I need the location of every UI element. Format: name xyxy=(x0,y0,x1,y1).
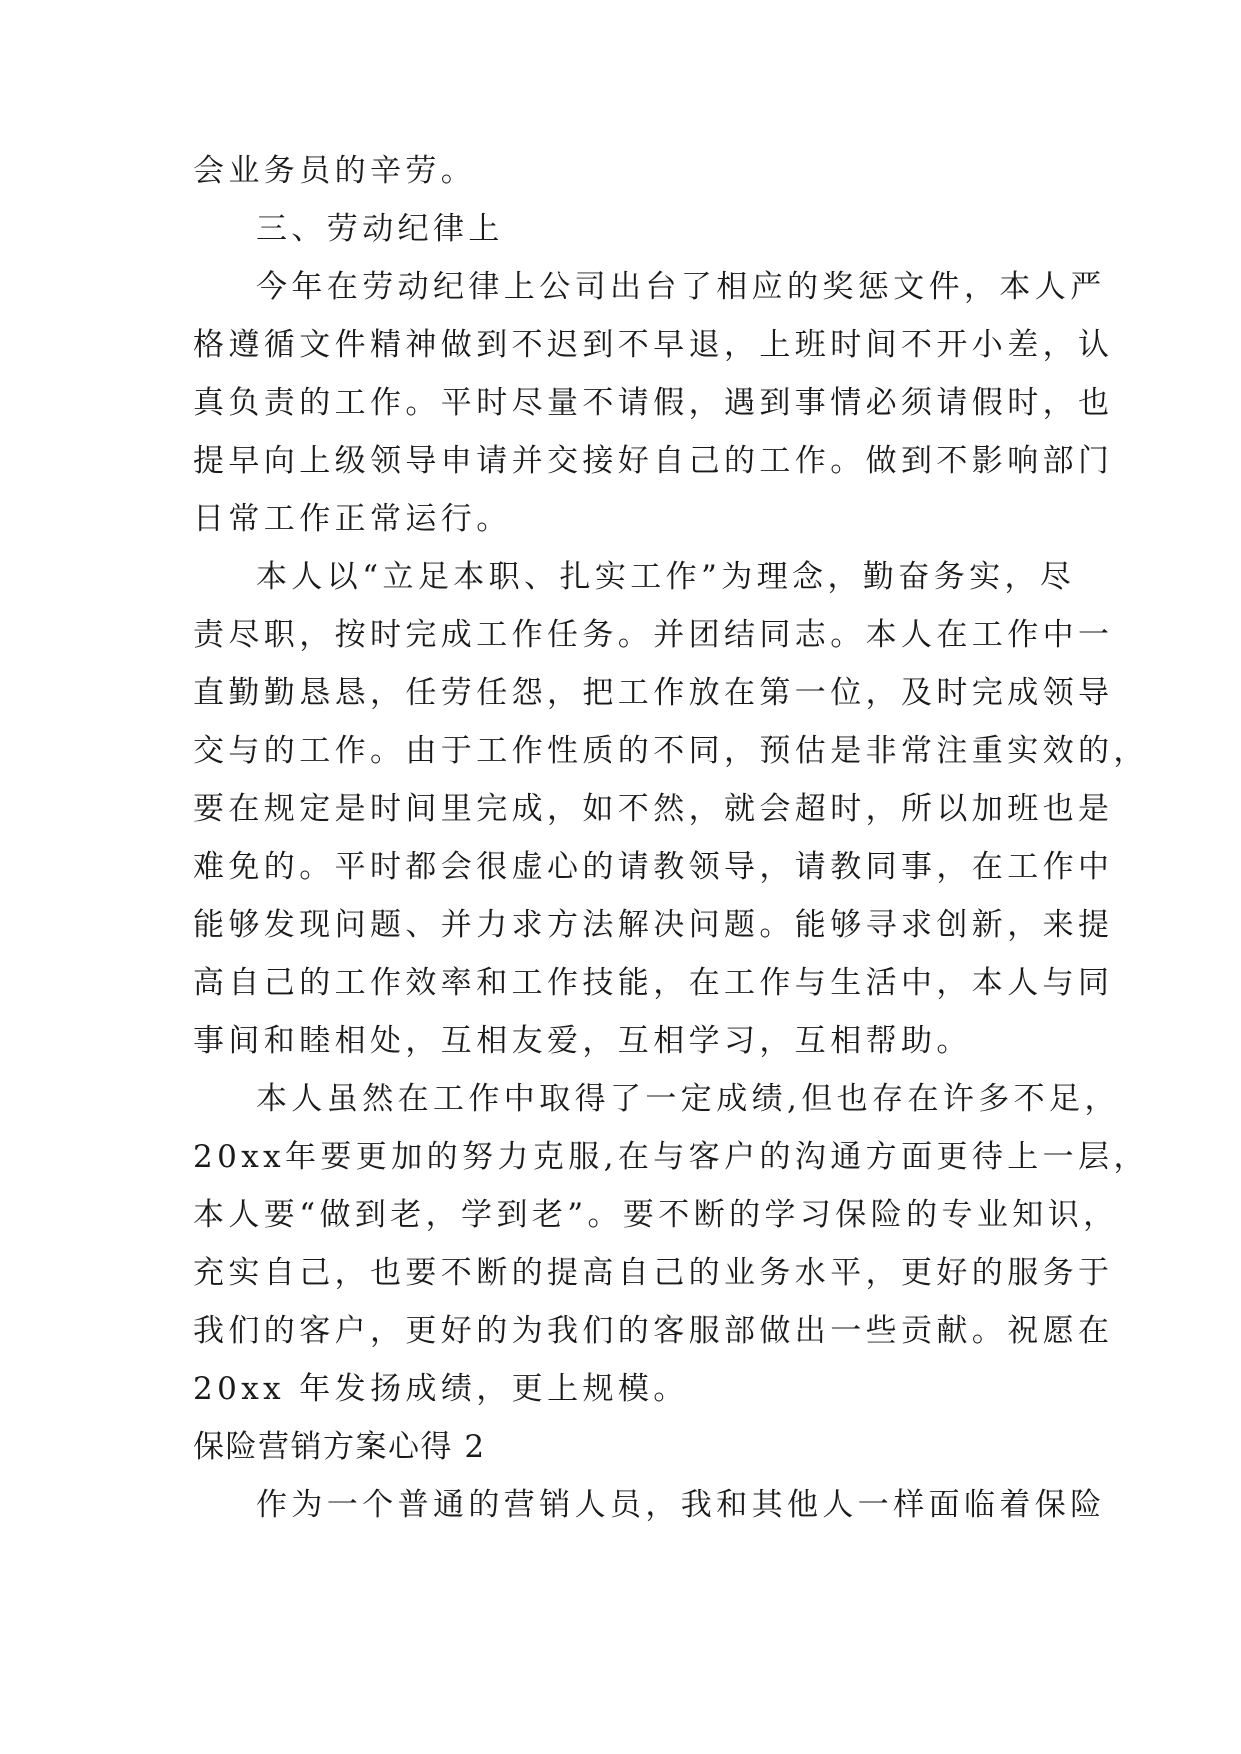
text-line: 本人要“做到老，学到老”。要不断的学习保险的专业知识， xyxy=(193,1197,1119,1233)
text-line: 会业务员的辛劳。 xyxy=(193,153,477,189)
text-line: 今年在劳动纪律上公司出台了相应的奖惩文件，本人严 xyxy=(256,269,1106,305)
text-line: 事间和睦相处，互相友爱，互相学习，互相帮助。 xyxy=(193,1023,972,1059)
text-line: 本人以“立足本职、扎实工作”为理念，勤奋务实，尽 xyxy=(256,559,1076,595)
text-line: 20xx年要更加的努力克服,在与客户的沟通方面更待上一层， xyxy=(193,1139,1149,1175)
section-title: 保险营销方案心得 2 xyxy=(193,1429,486,1465)
text-line: 提早向上级领导申请并交接好自己的工作。做到不影响部门 xyxy=(193,443,1114,479)
text-line: 真负责的工作。平时尽量不请假，遇到事情必须请假时，也 xyxy=(193,385,1114,421)
text-line: 日常工作正常运行。 xyxy=(193,501,512,537)
text-line: 难免的。平时都会很虚心的请教领导，请教同事，在工作中 xyxy=(193,849,1114,885)
text-line: 格遵循文件精神做到不迟到不早退，上班时间不开小差，认 xyxy=(193,327,1114,363)
text-line: 要在规定是时间里完成，如不然，就会超时，所以加班也是 xyxy=(193,791,1114,827)
text-line: 充实自己，也要不断的提高自己的业务水平，更好的服务于 xyxy=(193,1255,1114,1291)
text-line: 能够发现问题、并力求方法解决问题。能够寻求创新，来提 xyxy=(193,907,1114,943)
text-line: 我们的客户，更好的为我们的客服部做出一些贡献。祝愿在 xyxy=(193,1313,1114,1349)
text-line: 责尽职，按时完成工作任务。并团结同志。本人在工作中一 xyxy=(193,617,1114,653)
text-line: 20xx 年发扬成绩，更上规模。 xyxy=(193,1371,689,1407)
text-line: 作为一个普通的营销人员，我和其他人一样面临着保险 xyxy=(256,1487,1106,1523)
text-line: 交与的工作。由于工作性质的不同，预估是非常注重实效的， xyxy=(193,733,1149,769)
text-line: 本人虽然在工作中取得了一定成绩,但也存在许多不足， xyxy=(256,1081,1120,1117)
text-line: 高自己的工作效率和工作技能，在工作与生活中，本人与同 xyxy=(193,965,1114,1001)
section-heading: 三、劳动纪律上 xyxy=(256,211,504,247)
text-line: 直勤勤恳恳，任劳任怨，把工作放在第一位，及时完成领导 xyxy=(193,675,1114,711)
